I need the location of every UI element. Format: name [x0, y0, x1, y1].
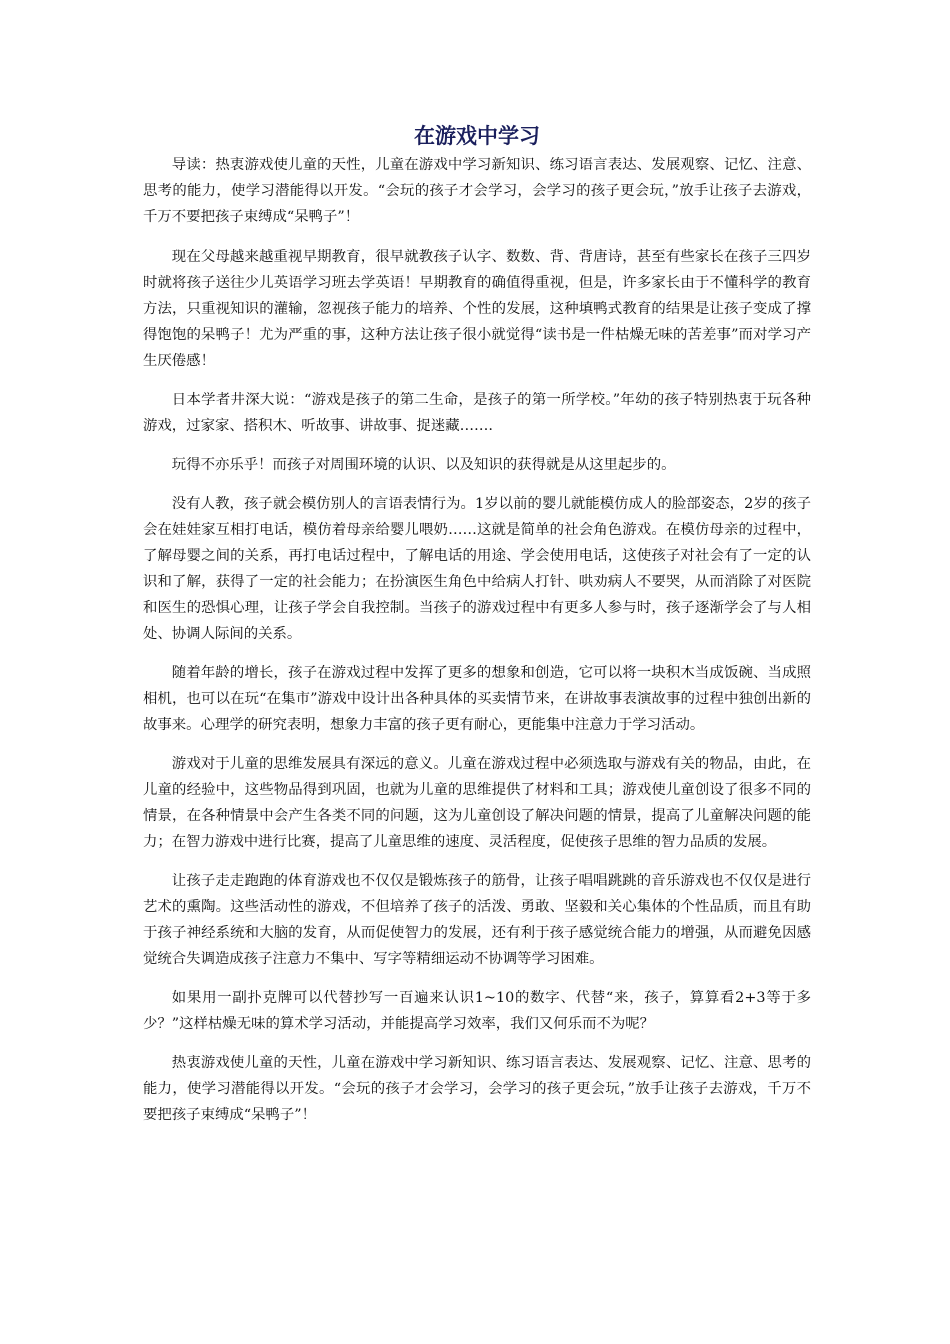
intro-paragraph: 导读：热衷游戏使儿童的天性，儿童在游戏中学习新知识、练习语言表达、发展观察、记忆、注意、思考的能力，使学习潜能得以开发。“会玩的孩子才会学习，会学习的孩子更会玩，”放手让孩子去游戏，千万不要把孩子束缚成“呆鸭子”！	[143, 157, 811, 225]
body-paragraph-9: 热衷游戏使儿童的天性，儿童在游戏中学习新知识、练习语言表达、发展观察、记忆、注意、思考的能力，使学习潜能得以开发。“会玩的孩子才会学习，会学习的孩子更会玩，”放手让孩子去游戏，千万不要把孩子束缚成“呆鸭子”！	[143, 1055, 811, 1123]
body-paragraph-5: 随着年龄的增长，孩子在游戏过程中发挥了更多的想象和创造，它可以将一块积木当成饭碗、当成照相机，也可以在玩“在集市”游戏中设计出各种具体的买卖情节来，在讲故事表演故事的过程中独创出新的故事来。心理学的研究表明，想象力丰富的孩子更有耐心，更能集中注意力于学习活动。	[143, 665, 811, 733]
body-paragraph-3: 玩得不亦乐乎！而孩子对周围环境的认识、以及知识的获得就是从这里起步的。	[171, 457, 676, 473]
body-paragraph-8: 如果用一副扑克牌可以代替抄写一百遍来认识1~10的数字、代替“来，孩子，算算看2+3等于多少？”这样枯燥无味的算术学习活动，并能提高学习效率，我们又何乐而不为呢？	[143, 990, 811, 1032]
document-body	[143, 122, 811, 1141]
body-paragraph-7: 让孩子走走跑跑的体育游戏也不仅仅是锻炼孩子的筋骨，让孩子唱唱跳跳的音乐游戏也不仅仅是进行艺术的熏陶。这些活动性的游戏，不但培养了孩子的活泼、勇敢、坚毅和关心集体的个性品质，而且有助于孩子神经系统和大脑的发育，从而促使智力的发展，还有利于孩子感觉统合能力的增强，从而避免因感觉统合失调造成孩子注意力不集中、写字等精细运动不协调等学习困难。	[143, 873, 811, 967]
body-paragraph-1: 现在父母越来越重视早期教育，很早就教孩子认字、数数、背、背唐诗，甚至有些家长在孩子三四岁时就将孩子送往少儿英语学习班去学英语！早期教育的确值得重视，但是，许多家长由于不懂科学的教育方法，只重视知识的灌输，忽视孩子能力的培养、个性的发展，这种填鸭式教育的结果是让孩子变成了撑得饱饱的呆鸭子！尤为严重的事，这种方法让孩子很小就觉得“读书是一件枯燥无味的苦差事”而对学习产生厌倦感！	[143, 249, 811, 369]
body-paragraph-6: 游戏对于儿童的思维发展具有深远的意义。儿童在游戏过程中必须选取与游戏有关的物品，由此，在儿童的经验中，这些物品得到巩固，也就为儿童的思维提供了材料和工具；游戏使儿童创设了很多不同的情景，在各种情景中会产生各类不同的问题，这为儿童创设了解决问题的情景，提高了儿童解决问题的能力；在智力游戏中进行比赛，提高了儿童思维的速度、灵活程度，促使孩子思维的智力品质的发展。	[143, 756, 811, 850]
body-paragraph-2: 日本学者井深大说：“游戏是孩子的第二生命，是孩子的第一所学校。”年幼的孩子特别热衷于玩各种游戏，过家家、搭积木、听故事、讲故事、捉迷藏…….	[143, 392, 811, 434]
document-title: 在游戏中学习	[414, 124, 540, 148]
body-paragraph-4: 没有人教，孩子就会模仿别人的言语表情行为。1岁以前的婴儿就能模仿成人的脸部姿态，2岁的孩子会在娃娃家互相打电话，模仿着母亲给婴儿喂奶……这就是简单的社会角色游戏。在模仿母亲的过程中，了解母婴之间的关系，再打电话过程中，了解电话的用途、学会使用电话，这使孩子对社会有了一定的认识和了解，获得了一定的社会能力；在扮演医生角色中给病人打针、哄劝病人不要哭，从而消除了对医院和医生的恐惧心理，让孩子学会自我控制。当孩子的游戏过程中有更多人参与时，孩子逐渐学会了与人相处、协调人际间的关系。	[143, 496, 811, 642]
